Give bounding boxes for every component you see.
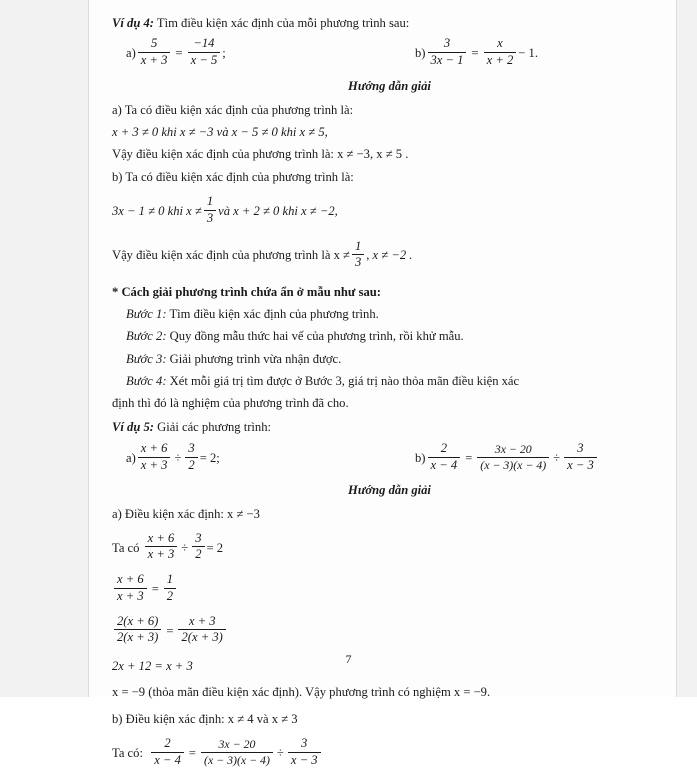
example5-sol-b-frac1: $\frac{2}{x - 4}$ [151,736,184,768]
example5-sol-a-l2-frac2: $\frac{1}{2}$ [164,572,176,604]
example5-item-a-op: ÷ [174,450,182,465]
example5-item-b-op: ÷ [553,450,561,465]
example4-guide-heading: Hướng dẫn giải [348,78,431,93]
example4-item-a-frac1: $\frac{5}{x + 3}$ [138,36,171,68]
example4-sol-b-line1-post: và x + 2 ≠ 0 khi x ≠ −2, [218,204,338,219]
method-step-3-label: Bước 3: [126,351,167,366]
example4-sol-b-line1-pre: 3x − 1 ≠ 0 khi x ≠ [112,204,202,219]
example5-sol-a-l1-op: ÷ [181,540,189,555]
example4-items [112,38,667,70]
example4-item-b-tail: − 1. [518,46,538,61]
example4-prompt: Tìm điều kiện xác định của mỗi phương trình sau: [156,16,410,30]
example4-item-a [112,38,397,70]
example5-prompt: Giải các phương trình: [157,420,272,435]
example5-guide-heading: Hướng dẫn giải [348,483,431,498]
example5-sol-a-cond: a) Điều kiện xác định: x ≠ −3 [112,507,260,522]
example5-sol-a-l2-equals: = [151,582,159,597]
page-left-margin-shade [0,0,89,697]
method-step-1-label: Bước 1: [126,307,167,322]
example5-item-b-frac1: $\frac{2}{x - 4}$ [428,441,461,473]
example4-sol-b-line2-frac: $\frac{1}{3}$ [352,239,364,271]
example5-item-b [397,440,667,475]
example5-sol-a-l3-frac2: $\frac{x + 3}{2(x + 3)}$ [178,614,225,646]
example5-item-a-label: a) [126,450,136,465]
method-step-1-text: Tìm điều kiện xác định của phương trình. [169,307,379,322]
example5-sol-a-line3 [112,613,667,648]
example5-sol-a-l1-tail: = 2 [206,540,224,555]
example5-sol-b-equals: = [188,745,197,760]
example5-item-a [112,440,397,475]
example5-item-b-frac2: $\frac{3x - 20}{(x - 3)(x - 4)}$ [477,442,549,473]
example5-sol-b-op: ÷ [276,745,284,760]
example5-sol-b-have: Ta có: [112,745,143,760]
example4-item-a-frac2: $\frac{-14}{x - 5}$ [188,36,221,68]
method-step-3 [126,350,667,368]
example5-sol-a-line5: x = −9 (thỏa mãn điều kiện xác định). Vậy phương trình có nghiệm x = −9. [112,685,491,700]
example5-sol-a-l1-frac2: $\frac{3}{2}$ [192,531,204,563]
example4-item-a-end: ; [222,46,226,61]
example5-sol-a-l3-equals: = [166,623,174,638]
method-heading: * Cách giải phương trình chứa ẩn ở mẫu như sau: [112,284,381,299]
example5-item-b-equals: = [465,450,473,465]
example5-sol-a-line4: 2x + 12 = x + 3 [112,659,193,674]
example4-sol-b-frac: $\frac{1}{3}$ [204,194,216,226]
method-step-3-text: Giải phương trình vừa nhận được. [169,351,342,366]
example5-sol-b-line1 [112,735,667,770]
example5-sol-b-frac2: $\frac{3x - 20}{(x - 3)(x - 4)}$ [201,737,273,768]
example4-sol-b-line2-post: , x ≠ −2 . [366,248,413,263]
page-number: 7 [345,652,352,666]
example4-item-b-frac1: $\frac{3}{3x - 1}$ [428,36,467,68]
example5-label: Ví dụ 5: [112,420,154,435]
example5-item-a-frac1: $\frac{x + 6}{x + 3}$ [138,441,171,473]
example4-item-b [397,38,667,70]
example4-sol-b-line2-pre: Vậy điều kiện xác định của phương trình là x ≠ [112,248,350,263]
example4-item-a-equals: = [175,46,183,61]
example5-sol-a-line2 [112,574,667,606]
example5-sol-a-l1-frac1: $\frac{x + 6}{x + 3}$ [145,531,178,563]
example4-sol-a-line1: x + 3 ≠ 0 khi x ≠ −3 và x − 5 ≠ 0 khi x ≠ 5, [112,125,328,140]
example5-item-a-frac2: $\frac{3}{2}$ [185,441,197,473]
method-step-2 [126,327,667,345]
method-step-4-label: Bước 4: [126,373,167,388]
example4-sol-a-intro: a) Ta có điều kiện xác định của phương trình là: [112,102,354,117]
example4-item-b-frac2: $\frac{x}{x + 2}$ [484,36,517,68]
example5-item-b-label: b) [415,450,426,465]
example4-sol-b-line2 [112,240,667,272]
example5-item-b-frac3: $\frac{3}{x - 3}$ [564,441,597,473]
method-step-4 [126,372,667,390]
example5-item-a-tail: = 2; [199,450,220,465]
example5-prompt-line [112,418,667,436]
example5-sol-a-have: Ta có [112,540,140,555]
example5-sol-b-cond: b) Điều kiện xác định: x ≠ 4 và x ≠ 3 [112,711,298,726]
method-step-4-cont: định thì đó là nghiệm của phương trình đã cho. [112,396,349,411]
example4-item-b-equals: = [471,46,479,61]
example4-item-b-label: b) [415,46,426,61]
example4-sol-b-intro: b) Ta có điều kiện xác định của phương trình là: [112,169,354,184]
page-right-margin-shade [676,0,697,697]
method-step-1 [126,305,667,323]
method-step-2-text: Quy đồng mẫu thức hai vế của phương trình, rồi khử mẫu. [169,329,464,344]
example4-sol-b-line1 [112,196,667,228]
method-step-4-text-line1: Xét mỗi giá trị tìm được ở Bước 3, giá trị nào thỏa mãn điều kiện xác [169,373,520,388]
example4-sol-a-line2: Vậy điều kiện xác định của phương trình là: x ≠ −3, x ≠ 5 . [112,147,409,162]
example4-item-a-label: a) [126,46,136,61]
example5-sol-a-l2-frac1: $\frac{x + 6}{x + 3}$ [114,572,147,604]
example4-label: Ví dụ 4: [112,16,154,30]
example5-sol-b-frac3: $\frac{3}{x - 3}$ [288,736,321,768]
example5-sol-a-l3-frac1: $\frac{2(x + 6)}{2(x + 3)}$ [114,614,161,646]
method-step-2-label: Bước 2: [126,329,167,344]
example5-sol-a-line1 [112,530,667,565]
example5-items [112,440,667,475]
example4-prompt-line [112,14,667,32]
